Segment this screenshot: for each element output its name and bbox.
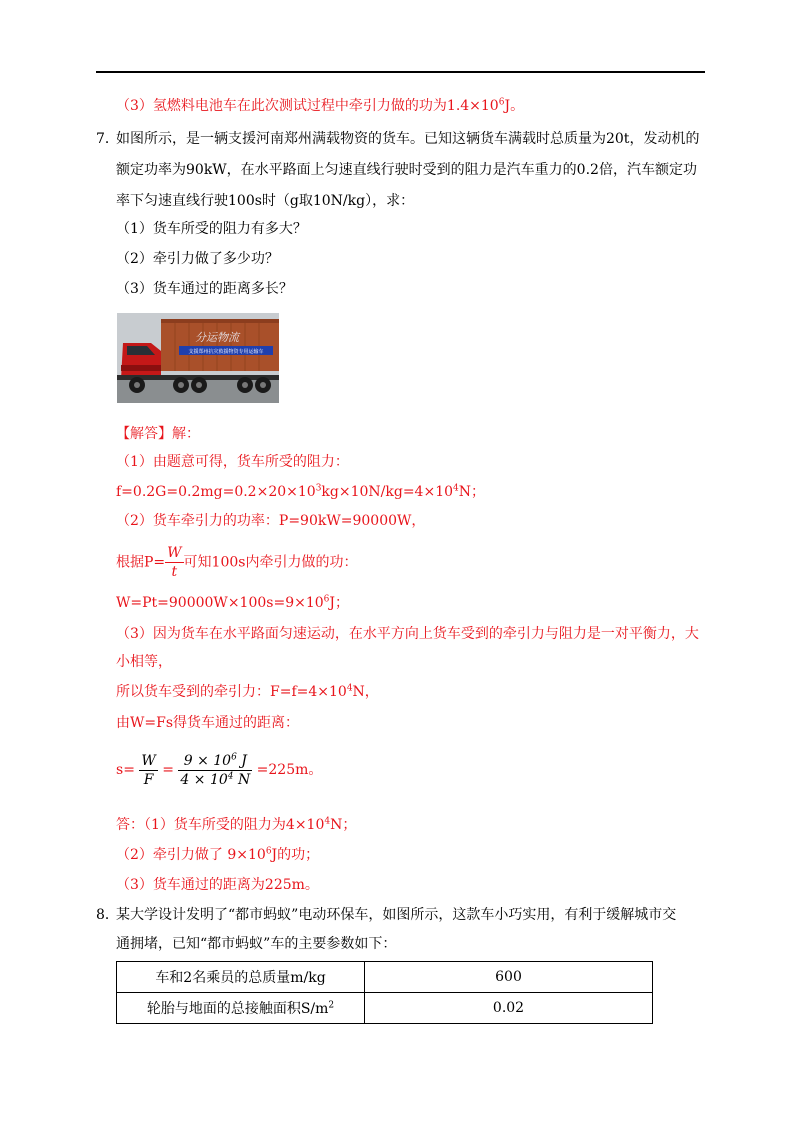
answer-line-7: 小相等， [116,654,172,670]
answer-line-10: s= $\frac{W}{F}$ = $\frac{9 \times 10^6 J}{4 \times 10^4 N}$ =225m。 [116,751,323,788]
question-7-stem-line3: 率下匀速直线行驶100s时（g取10N/kg），求： [116,193,415,209]
formula-fraction-w-over-t: $\frac{W}{t}$ [167,545,182,580]
table-row [117,962,653,993]
question-8-stem-line2: 通拥堵，已知“都市蚂蚁”车的主要参数如下： [116,936,397,952]
question-7-sub3: （3）货车通过的距离多长？ [116,281,293,297]
final-answer-1: 答：（1）货车所受的阻力为$4\times 10^4N$； [116,816,357,833]
question-8-stem: 8．某大学设计发明了“都市蚂蚁”电动环保车，如图所示，这款车小巧实用，有利于缓解城市交 [96,907,677,923]
answer-line-9: 由W=Fs得货车通过的距离： [116,715,300,731]
question-7-sub2: （2）牵引力做了多少功？ [116,251,279,267]
answer-line-1: （1）由题意可得，货车所受的阻力： [116,454,349,470]
answer-line-4: 根据P= $\frac{W}{t}$ 可知100s内牵引力做的功： [116,545,358,580]
question-number: 8． [96,907,119,923]
table-cell-label: 轮胎与地面的总接触面积$S/m^2$ [117,993,365,1024]
table-row [117,993,653,1024]
table-cell-label: 车和2名乘员的总质量m/kg [117,962,365,993]
answer-line-2: $f=0.2G=0.2mg=0.2\times 20\times 10^3kg\times 10N/kg=4\times 10^4N$； [116,483,485,500]
question-7-sub1: （1）货车所受的阻力有多大？ [116,221,307,237]
previous-answer-item: （3）氢燃料电池车在此次测试过程中牵引力做的功为$1.4\times 10^6J$。 [116,97,525,114]
answer-line-6: （3）因为货车在水平路面匀速运动，在水平方向上货车受到的牵引力与阻力是一对平衡力，大 [116,626,699,642]
formula-fraction-numeric: $\frac{9 \times 10^6 J}{4 \times 10^4 N}$ [180,751,251,788]
question-7-stem-line2: 额定功率为90kW，在水平路面上匀速直线行驶时受到的阻力是汽车重力的0.2倍，汽车额定功 [116,162,697,178]
answer-header: 【解答】解： [116,426,200,442]
truck-sign-text: 分运物流 [195,331,239,344]
header-rule [96,71,705,73]
question-7-stem: 7．如图所示，是一辆支援河南郑州满载物资的货车。已知这辆货车满载时总质量为20t，发动机的 [96,131,700,147]
answer-line-8: 所以货车受到的牵引力：$F=f=4\times 10^4N$， [116,683,379,700]
final-answer-2: （2）牵引力做了 $9\times 10^6J$的功； [116,846,320,863]
truck-illustration [117,313,279,403]
truck-banner-text: 支援郑州抗灾救援物资专用运输车 [188,349,264,355]
truck-photo [117,313,279,403]
final-answer-3: （3）货车通过的距离为225m。 [116,877,319,893]
table-cell-value: 600 [365,962,653,993]
question-number: 7． [96,131,119,147]
formula-fraction-w-over-f: $\frac{W}{F}$ [141,752,156,788]
table-cell-value: 0.02 [365,993,653,1024]
answer-line-5: $W=Pt=90000W\times 100s=9\times 10^6J$； [116,594,350,611]
answer-line-3: （2）货车牵引力的功率：P=90kW=90000W， [116,513,426,529]
parameters-table [116,961,653,1024]
